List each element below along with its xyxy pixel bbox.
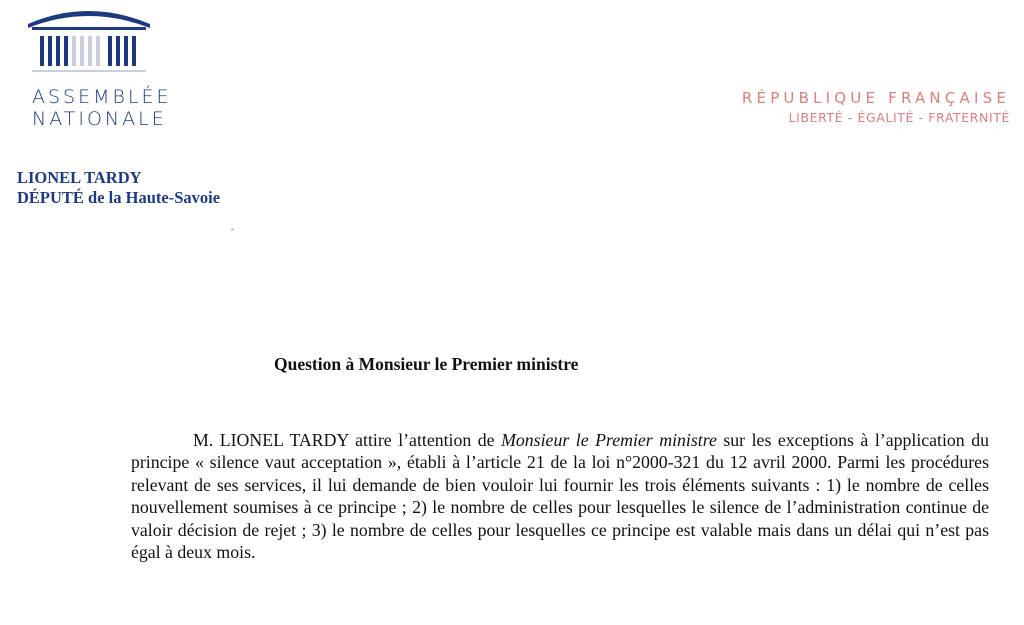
- assemblee-nationale-logo: [14, 0, 172, 130]
- hemicycle-emblem-icon: [24, 0, 154, 84]
- republic-motto: LIBERTÉ - ÉGALITÉ - FRATERNITÉ: [788, 110, 1010, 125]
- question-body: [131, 429, 989, 563]
- body-text-part-2: sur les exceptions à l’application du principe « silence vaut acceptation », établi à l’article 21 de la loi n°2000-321 du 12 avril 2000. Parmi les procédures relevant de ses services, il lui demande de bien vouloir lui fournir les trois éléments suivants : 1) le nombre de celles nouvellement soumises à ce principe ; 2) le nombre de celles pour lesquelles le silence de l’administration continue de valoir décision de rejet ; 3) le nombre de celles pour lesquelles ce principe est valable mais dans un délai qui n’est pas égal à deux mois.: [131, 430, 989, 563]
- body-text-italic: Monsieur le Premier ministre: [501, 430, 717, 450]
- deputy-name: LIONEL TARDY: [17, 168, 142, 187]
- deputy-block: [17, 168, 220, 208]
- assembly-line-2: NATIONALE: [32, 108, 167, 130]
- question-title: Question à Monsieur le Premier ministre: [274, 354, 579, 374]
- body-text-part-1: M. LIONEL TARDY attire l’attention de: [193, 430, 502, 450]
- deputy-title: DÉPUTÉ de la Haute-Savoie: [17, 188, 221, 207]
- republic-header: [742, 88, 1010, 128]
- scan-speck: [231, 228, 234, 231]
- assembly-line-1: ASSEMBLÉE: [32, 86, 172, 108]
- republic-name: RÉPUBLIQUE FRANÇAISE: [741, 89, 1010, 107]
- assembly-wordmark: [32, 86, 172, 130]
